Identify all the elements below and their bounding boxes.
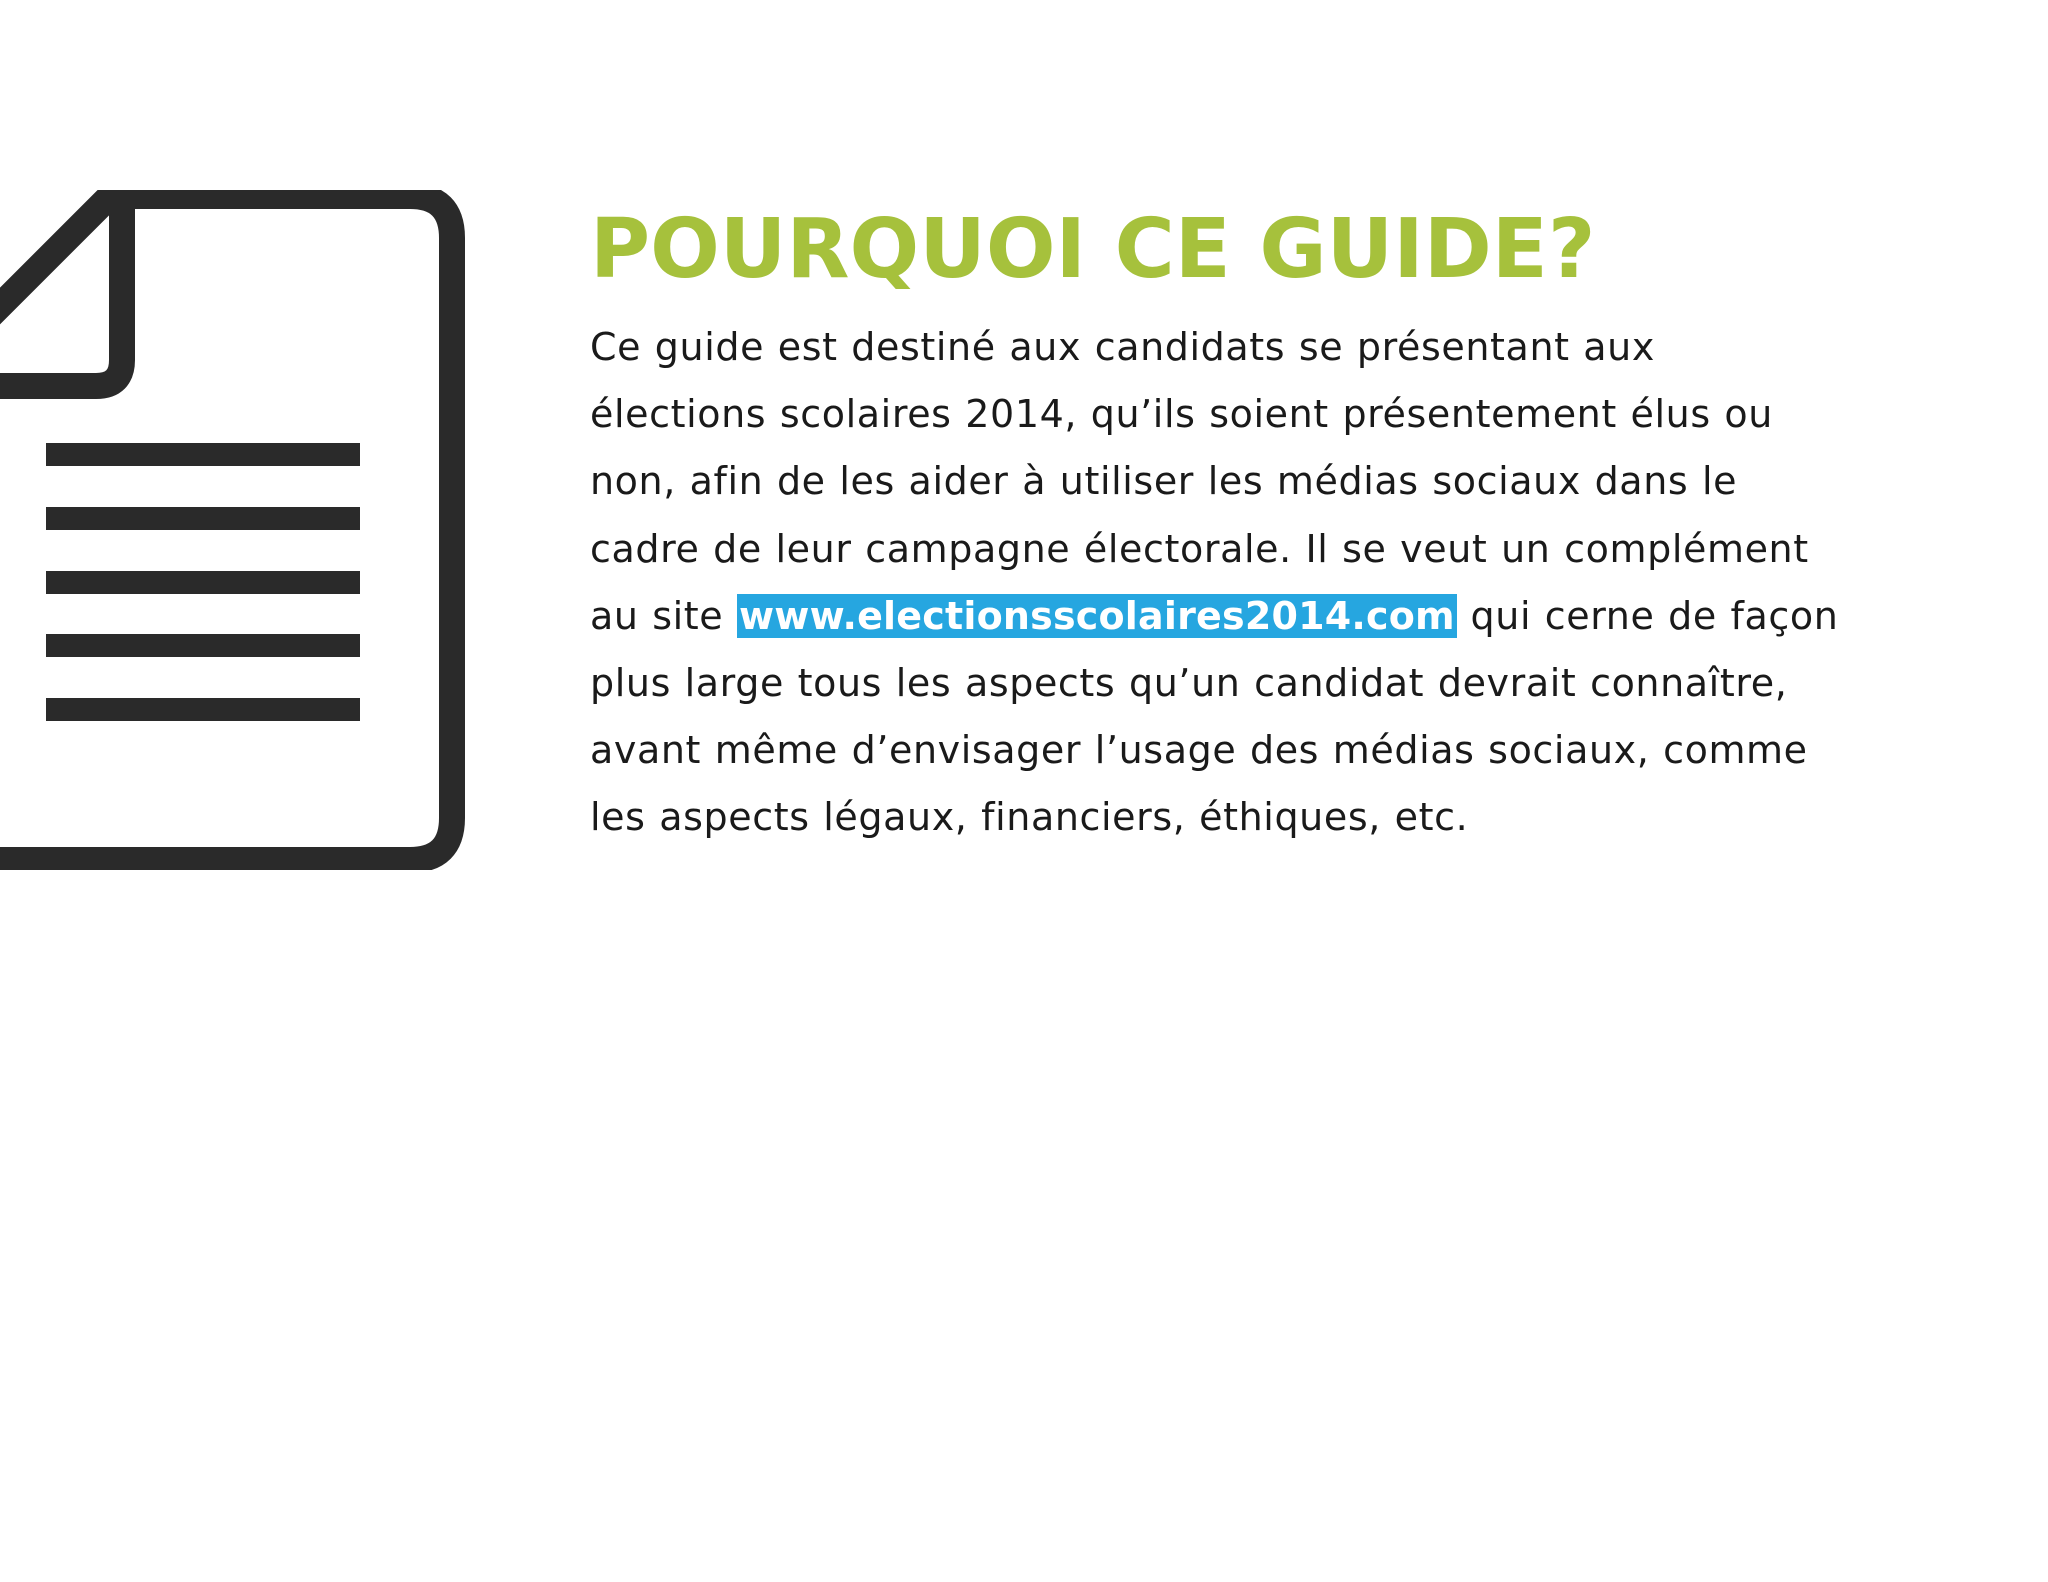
page-title: POURQUOI CE GUIDE? — [590, 202, 1596, 297]
body-line: élections scolaires 2014, qu’ils soient présentement élus ou — [590, 392, 1773, 437]
website-link[interactable]: www.electionsscolaires2014.com — [738, 593, 1455, 638]
content-section — [590, 200, 1900, 852]
body-text-fragment: au site — [590, 593, 737, 638]
document-text-line — [46, 571, 360, 594]
body-paragraph — [590, 314, 1900, 852]
document-text-line — [46, 507, 360, 530]
document-text-line — [46, 443, 360, 466]
document-icon — [0, 190, 480, 870]
body-line-with-link — [590, 583, 1900, 650]
document-text-line — [46, 698, 360, 721]
body-line: les aspects légaux, financiers, éthiques, etc. — [590, 795, 1469, 840]
body-line: avant même d’envisager l’usage des médias sociaux, comme — [590, 728, 1808, 773]
body-line: Ce guide est destiné aux candidats se présentant aux — [590, 325, 1655, 369]
body-line: plus large tous les aspects qu’un candidat devrait connaître, — [590, 661, 1788, 706]
body-line: cadre de leur campagne électorale. Il se veut un complément — [590, 526, 1809, 571]
document-text-line — [46, 634, 360, 657]
body-line: non, afin de les aider à utiliser les médias sociaux dans le — [590, 459, 1738, 504]
body-text-fragment: qui cerne de façon — [1456, 593, 1839, 638]
